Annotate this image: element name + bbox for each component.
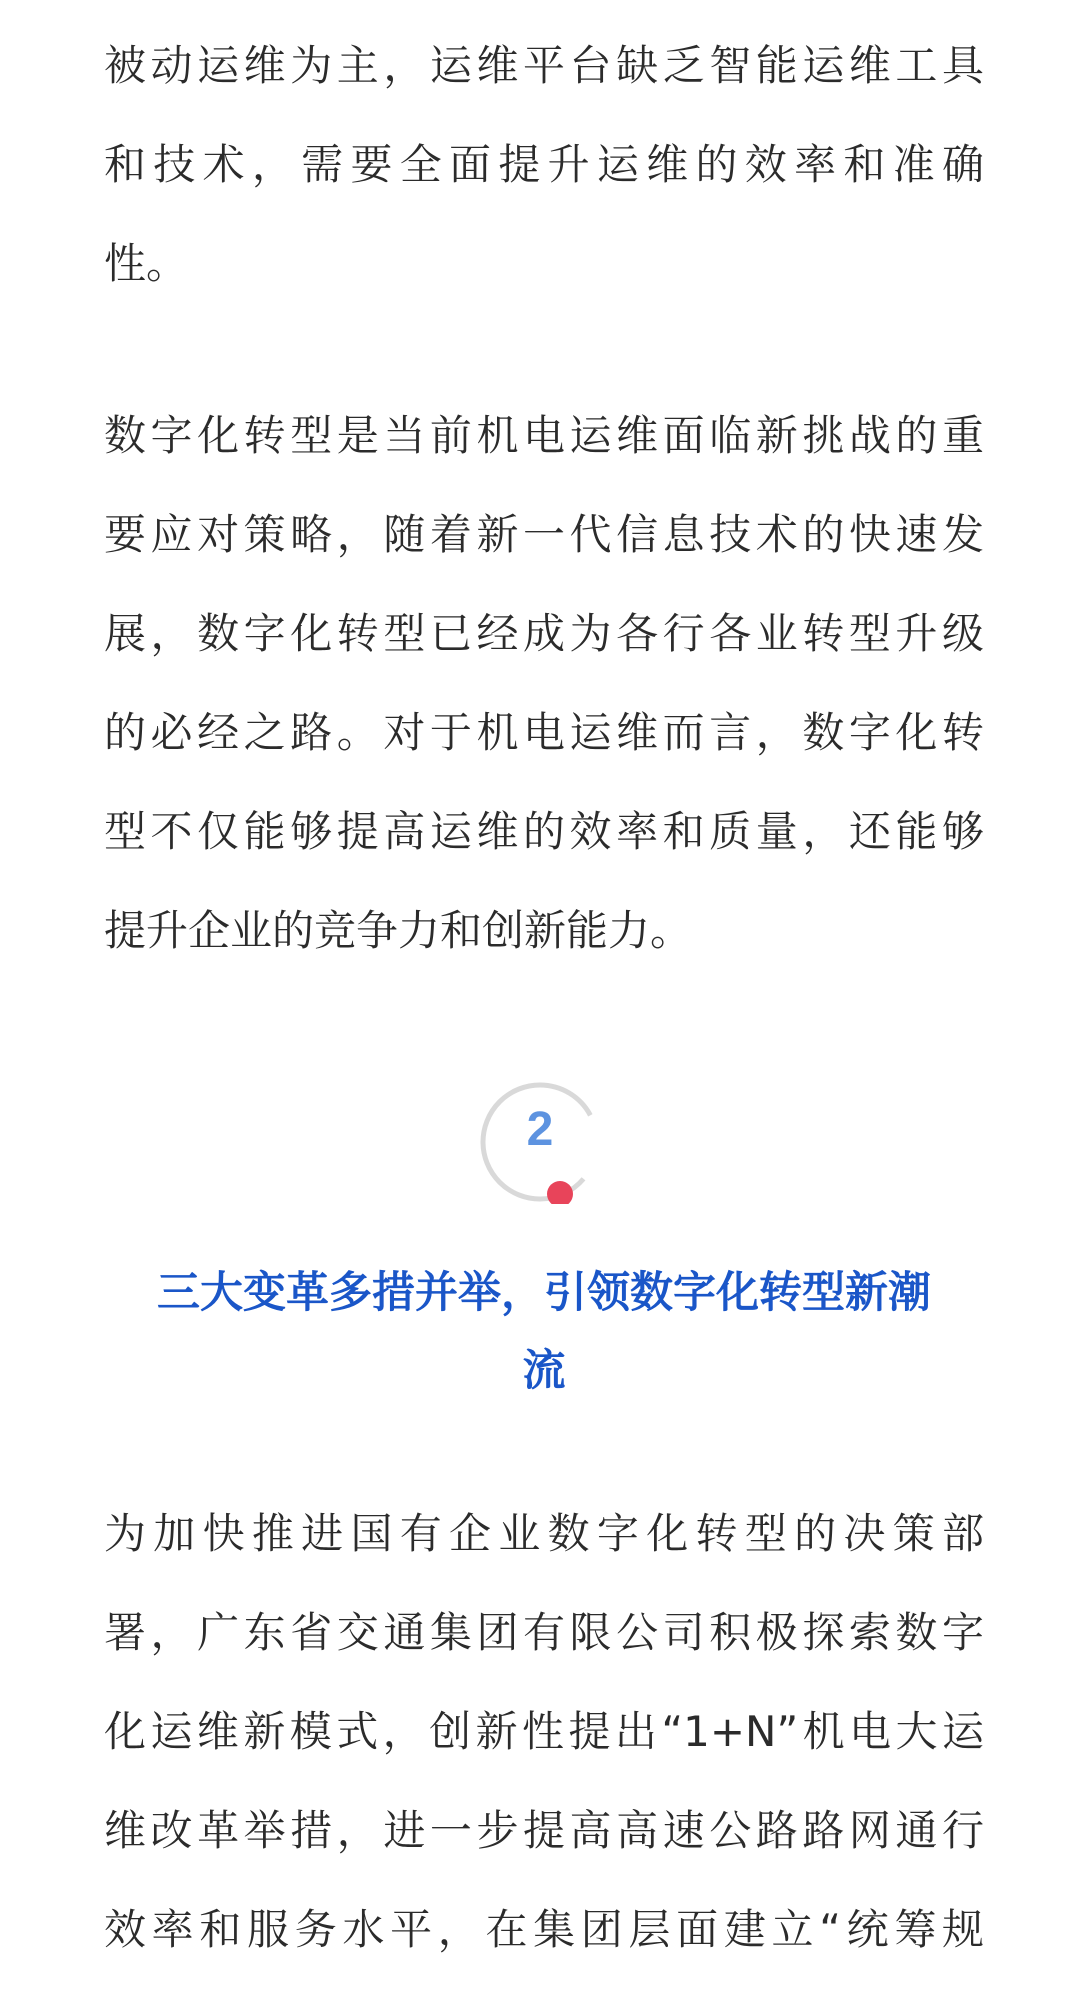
section-number: 2 xyxy=(526,1103,554,1156)
paragraph-line: 数字化转型是当前机电运维面临新挑战的重 xyxy=(104,411,984,460)
paragraph-line: 维改革举措，进一步提高高速公路路网通行 xyxy=(104,1806,984,1855)
paragraph-1 xyxy=(104,16,984,313)
paragraph-3 xyxy=(104,1484,984,1979)
paragraph-2 xyxy=(104,386,984,980)
paragraph-line: 和技术，需要全面提升运维的效率和准确 xyxy=(104,140,984,189)
paragraph-line: 型不仅能够提高运维的效率和质量，还能够 xyxy=(104,807,984,856)
section-heading xyxy=(104,1254,984,1410)
heading-line: 流 xyxy=(522,1346,566,1396)
paragraph-line: 被动运维为主，运维平台缺乏智能运维工具 xyxy=(104,41,984,90)
heading-line: 三大变革多措并举，引领数字化转型新潮 xyxy=(157,1268,931,1318)
paragraph-line: 展，数字化转型已经成为各行各业转型升级 xyxy=(104,609,984,658)
section-number-badge xyxy=(478,1080,602,1204)
paragraph-line: 要应对策略，随着新一代信息技术的快速发 xyxy=(104,510,984,559)
paragraph-line: 提升企业的竞争力和创新能力。 xyxy=(104,906,693,955)
paragraph-line: 性。 xyxy=(104,239,189,288)
paragraph-line: 署，广东省交通集团有限公司积极探索数字 xyxy=(104,1608,984,1657)
paragraph-line: 效率和服务水平，在集团层面建立“统筹规 xyxy=(104,1905,984,1954)
paragraph-line: 化运维新模式，创新性提出“1+N”机电大运 xyxy=(104,1707,984,1756)
paragraph-line: 为加快推进国有企业数字化转型的决策部 xyxy=(104,1509,984,1558)
paragraph-line: 的必经之路。对于机电运维而言，数字化转 xyxy=(104,708,984,757)
badge-dot xyxy=(547,1181,573,1204)
